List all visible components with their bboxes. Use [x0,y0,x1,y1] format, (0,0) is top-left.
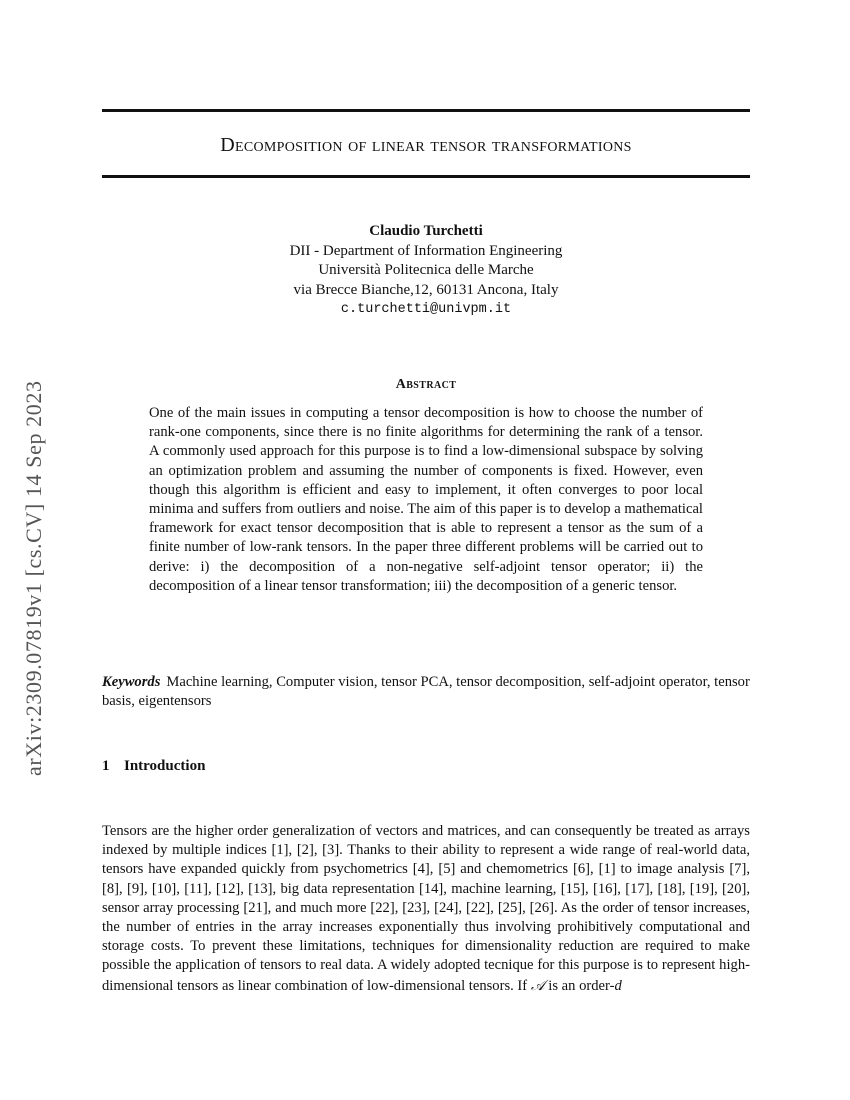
section-heading [102,758,205,775]
introduction-text [102,822,750,996]
tensor-symbol: 𝒜 [530,976,545,994]
author-name: Claudio Turchetti [369,223,483,239]
keywords-label: Keywords [102,674,161,690]
section-title: Introduction [124,758,206,774]
intro-text-before-math: Tensors are the higher order generalization of vectors and matrices, and can consequently be treated as arrays indexed by multiple indices [1], [2], [3]. Thanks to their ability to represent a wide range of real-world data, tensors have expanded quickly from psychometrics [4], [5] and chemometrics [6], [1] to image analysis [7], [8], [9], [10], [11], [12], [13], big data representation [14], machine learning, [15], [16], [17], [18], [19], [20], sensor array processing [21], and much more [22], [23], [24], [22], [25], [26]. As the order of tensor increases, the number of entries in the array increases exponentially thus involving prohibitively computational and storage costs. To prevent these limitations, techniques for dimensionality reduction are required to make possible the application of tensors to real data. A widely adopted tecnique for this purpose is to represent high-dimensional tensors as linear combination of low-dimensional tensors. If [102,823,750,994]
abstract-heading: Abstract [395,377,457,392]
section-number: 1 [102,758,110,774]
order-symbol: d [614,977,622,994]
title-rule-bottom [102,175,750,178]
arxiv-side-label: arXiv:2309.07819v1 [cs.CV] 14 Sep 2023 [21,380,46,776]
author-block [102,222,750,320]
paper-title: Decomposition of linear tensor transformations [220,134,632,156]
keywords-paragraph [102,673,750,711]
keywords-text: Machine learning, Computer vision, tensor PCA, tensor decomposition, self-adjoint operator, tensor basis, eigentensors [102,674,750,710]
intro-text-mid: is an order- [544,977,615,994]
abstract-text: One of the main issues in computing a tensor decomposition is how to choose the number of rank-one components, since there is no finite algorithms for determining the rank of a tensor. A commonly used approach for this purpose is to find a low-dimensional subspace by solving an optimization problem and assuming the number of components is fixed. However, even though this algorithm is efficient and easy to implement, it often converges to poor local minima and suffers from outliers and noise. The aim of this paper is to develop a mathematical framework for exact tensor decomposition that is able to represent a tensor as the sum of a finite number of low-rank tensors. In the paper three different problems will be carried out to derive: i) the decomposition of a non-negative self-adjoint tensor operator; ii) the decomposition of a linear tensor transformation; iii) the decomposition of a generic tensor. [149,405,703,594]
author-address: via Brecce Bianche,12, 60131 Ancona, Italy [293,281,559,298]
author-email[interactable]: c.turchetti@univpm.it [340,302,512,317]
title-rule-top [102,109,750,112]
author-university: Università Politecnica delle Marche [318,262,534,278]
author-department: DII - Department of Information Engineering [289,242,563,259]
